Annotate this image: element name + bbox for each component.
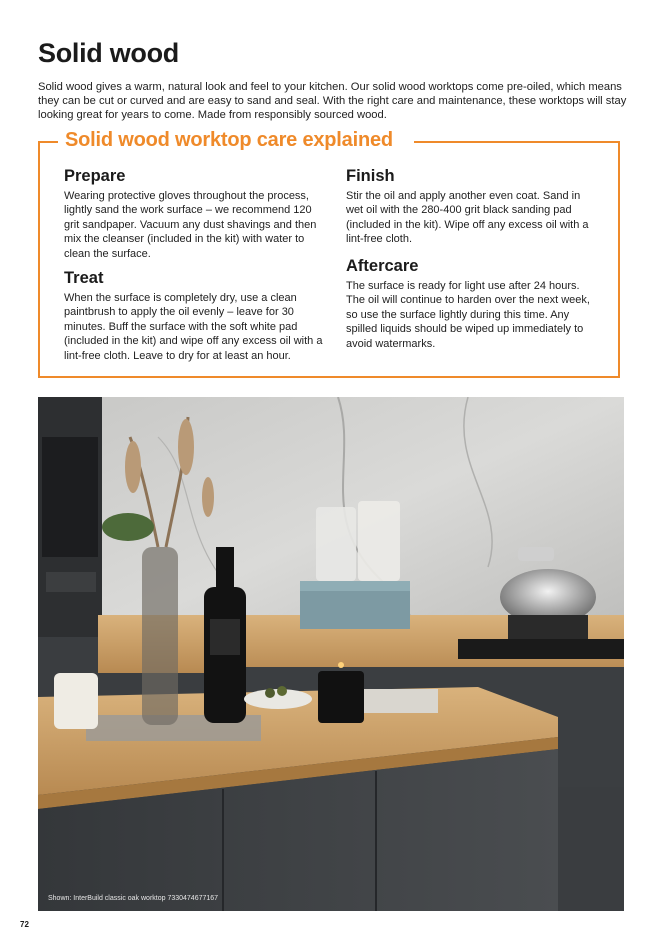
kitchen-photo (38, 397, 624, 911)
box-border-right-segment (414, 141, 620, 143)
step-treat-title: Treat (64, 269, 104, 287)
photo-caption: Shown: InterBuild classic oak worktop 7330474677167 (48, 895, 219, 902)
step-prepare-title: Prepare (64, 167, 126, 185)
step-prepare (64, 167, 326, 261)
box-border-left-segment (38, 141, 58, 143)
page-number: 72 (20, 920, 29, 929)
step-finish (346, 167, 600, 247)
care-instructions-box (38, 129, 620, 378)
step-aftercare-text: The surface is ready for light use after 24 hours. The oil will continue to harden over the next week, so use the surface lightly during this time. Any spilled liquids should be wiped up immediately to avoid watermarks. (346, 280, 590, 350)
step-aftercare (346, 257, 600, 351)
intro-paragraph: Solid wood gives a warm, natural look and feel to your kitchen. Our solid wood worktops come pre-oiled, which means they can be cut or curved and are easy to sand and seal. With the right care and maintenance, these worktops will stay looking great for years to come. Made from responsibly sourced wood. (38, 81, 627, 121)
step-aftercare-title: Aftercare (346, 257, 419, 275)
care-heading: Solid wood worktop care explained (65, 129, 393, 151)
step-finish-text: Stir the oil and apply another even coat. Sand in wet oil with the 280-400 grit black sanding pad (included in the kit). Wipe off any excess oil with a lint-free cloth. (346, 190, 589, 246)
step-treat (64, 269, 326, 363)
page-title: Solid wood (38, 38, 179, 68)
step-treat-text: When the surface is completely dry, use a clean paintbrush to apply the oil evenly – leave for 30 minutes. Buff the surface with the soft white pad (included in the kit) and wipe off any excess oil with a lint-free cloth. Leave to dry for at least an hour. (64, 292, 323, 362)
step-finish-title: Finish (346, 167, 395, 185)
step-prepare-text: Wearing protective gloves throughout the process, lightly sand the work surface – we recommend 120 grit sandpaper. Vacuum any dust shavings and then mix the cleanser (included in the kit) with water to clean the surface. (64, 190, 317, 260)
